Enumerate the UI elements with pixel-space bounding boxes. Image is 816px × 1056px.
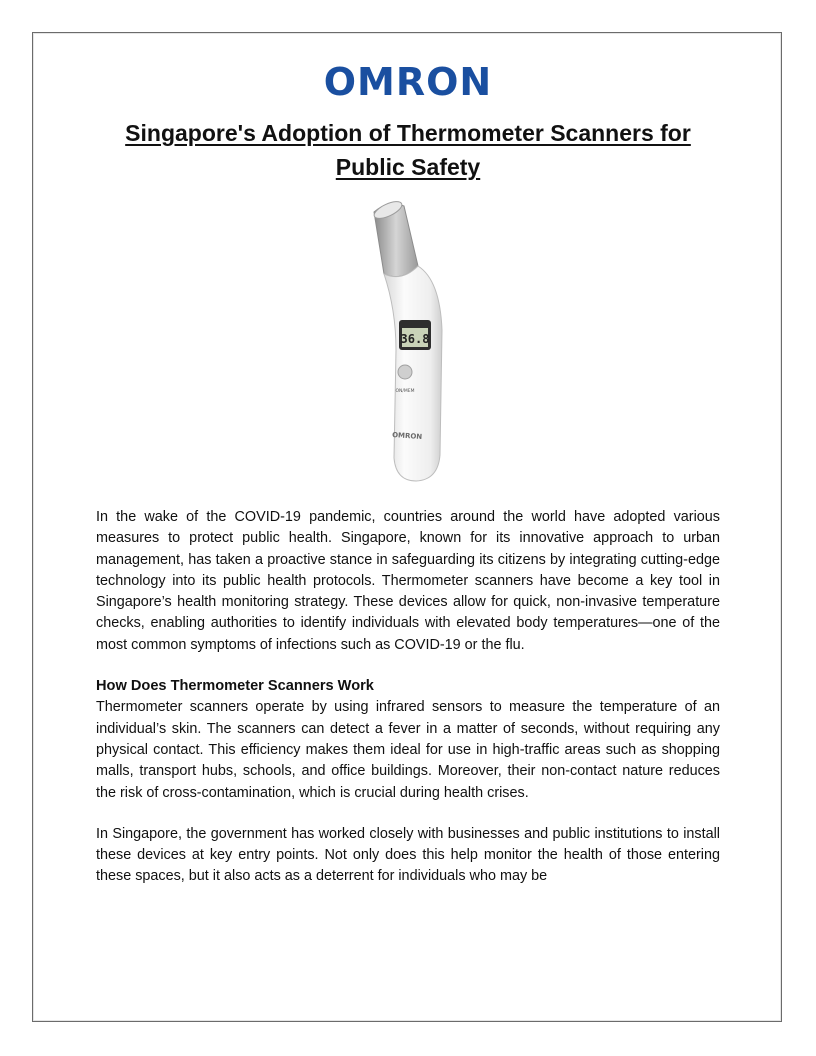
page-title: Singapore's Adoption of Thermometer Scanners for Public Safety xyxy=(125,120,691,180)
article-body xyxy=(96,507,720,940)
intro-paragraph: In the wake of the COVID-19 pandemic, countries around the world have adopted various measures to protect public health. Singapore, known for its innovative approach to urban management, has taken a proactive stance in safeguarding its citizens by integrating cutting-edge technology into its public health protocols. Thermometer scanners have become a key tool in Singapore’s health monitoring strategy. These devices allow for quick, non-invasive temperature checks, enabling authorities to identify individuals with elevated body temperatures—one of the most common symptoms of infections such as COVID-19 or the flu. xyxy=(96,509,720,653)
device-brand: OMRON xyxy=(391,430,423,442)
singapore-paragraph: In Singapore, the government has worked closely with businesses and public institutions to install these devices at key entry points. Not only does this help monitor the health of those entering these spaces, but it also acts as a deterrent for individuals who may be xyxy=(96,825,720,885)
how-it-works-paragraph: Thermometer scanners operate by using infrared sensors to measure the temperature of an individual’s skin. The scanners can detect a fever in a matter of seconds, without requiring any physical contact. This efficiency makes them ideal for use in high-traffic areas such as shopping malls, transport hubs, schools, and office buildings. Moreover, their non-contact nature reduces the risk of cross-contamination, which is crucial during health crises. xyxy=(96,699,720,801)
device-body xyxy=(384,266,442,481)
section-heading: How Does Thermometer Scanners Work xyxy=(96,678,374,695)
thermometer-image xyxy=(344,200,464,485)
device-power-button xyxy=(398,365,412,379)
device-reading: 36.8 xyxy=(400,332,430,346)
device-button-label: ON/MEM xyxy=(395,389,415,394)
brand-logo: OMRON xyxy=(323,60,493,104)
